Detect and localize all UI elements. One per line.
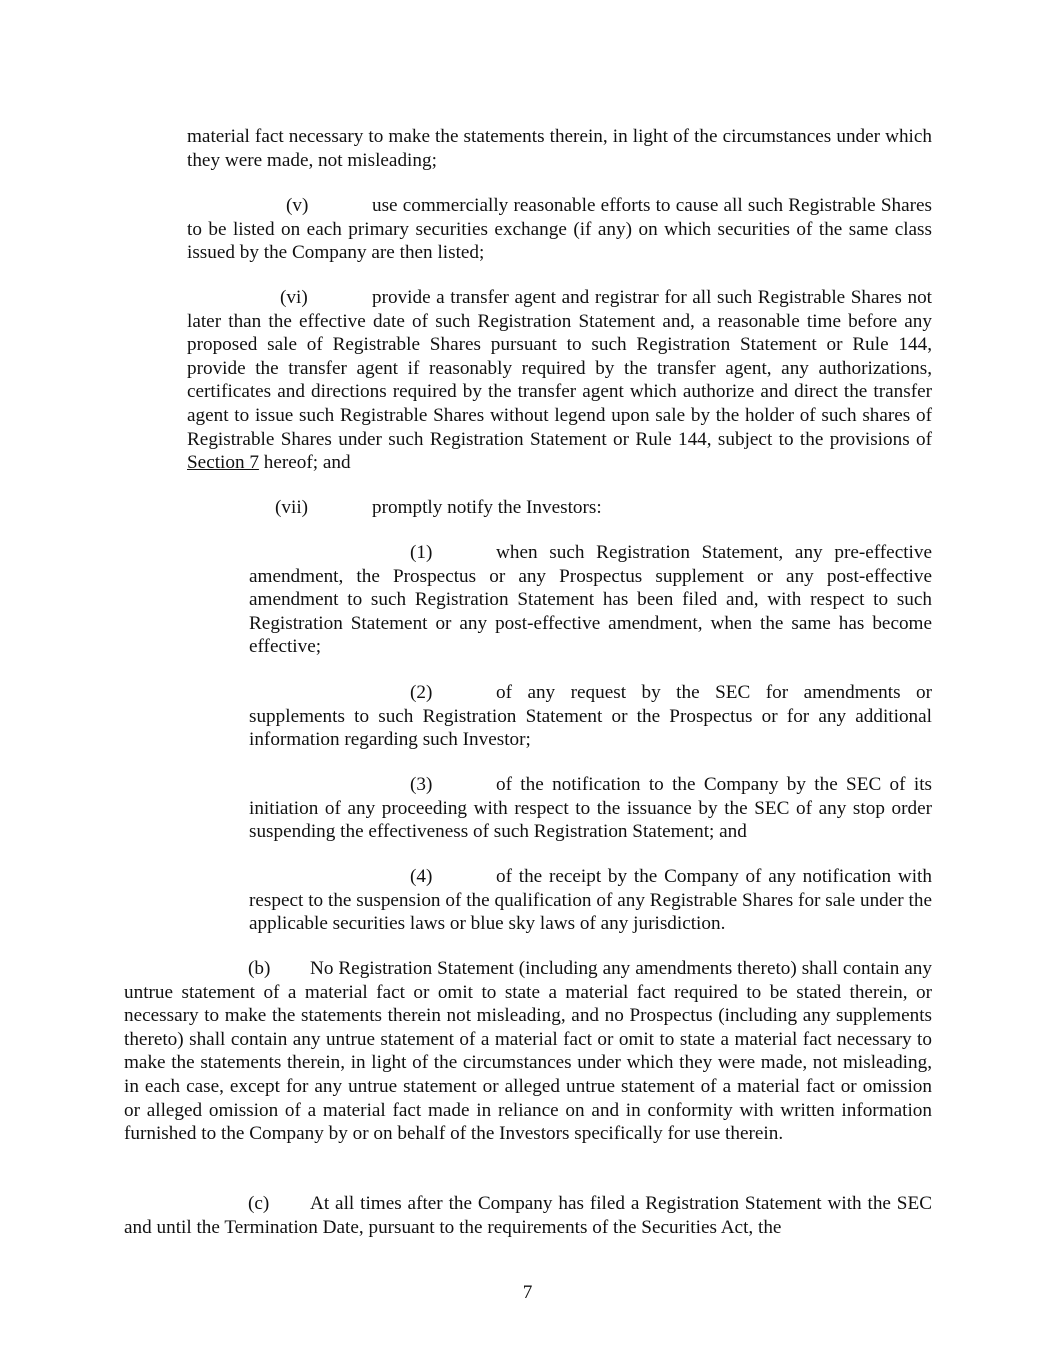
subitem-2	[249, 681, 932, 752]
item-v	[187, 194, 932, 265]
section-text: At all times after the Company has filed a Registration Statement with the SEC and until the Termination Date, pursuant to the requirements of the Securities Act, the	[124, 1193, 932, 1238]
subitem-text: of any request by the SEC for amendments or supplements to such Registration Statement or the Prospectus or for any additional information regarding such Investor;	[249, 682, 932, 751]
subitem-number: (2)	[410, 682, 433, 703]
page-number: 7	[522, 1282, 533, 1303]
item-number: (vi)	[280, 287, 308, 308]
subitem-3	[249, 773, 932, 844]
item-vi	[187, 286, 932, 475]
section-number: (c)	[248, 1193, 270, 1214]
subitem-number: (4)	[410, 866, 433, 887]
subitem-4	[249, 865, 932, 936]
item-text: use commercially reasonable efforts to cause all such Registrable Shares to be listed on each primary securities exchange (if any) on which securities of the same class issued by the Company are then listed;	[187, 195, 932, 264]
item-text-after: hereof; and	[263, 452, 351, 474]
item-vii	[187, 496, 932, 520]
subitem-text: when such Registration Statement, any pre-effective amendment, the Prospectus or any Prospectus supplement or any post-effective amendment to such Registration Statement has been filed and, with respect to such Registration Statement or any post-effective amendment, when the same has become effective;	[249, 542, 932, 658]
subitem-text: of the notification to the Company by the SEC of its initiation of any proceeding with respect to the issuance by the SEC of any stop order suspending the effectiveness of such Registration Statement; and	[249, 774, 932, 843]
item-number: (v)	[286, 195, 309, 216]
item-number: (vii)	[275, 497, 309, 518]
section-7-link[interactable]: Section 7	[187, 452, 259, 474]
subitem-text: of the receipt by the Company of any notification with respect to the suspension of the qualification of any Registrable Shares for sale under the applicable securities laws or blue sky laws of any jurisdiction.	[249, 866, 932, 935]
subitem-number: (3)	[410, 774, 433, 795]
section-b	[124, 957, 932, 1146]
item-text: promptly notify the Investors:	[372, 497, 602, 518]
section-c	[124, 1192, 932, 1239]
subitem-number: (1)	[410, 542, 433, 563]
section-number: (b)	[248, 958, 271, 979]
section-text: No Registration Statement (including any amendments thereto) shall contain any untrue statement of a material fact or omit to state a material fact required to be stated therein, or necessary to make the statements therein not misleading, and no Prospectus (including any supplements thereto) shall contain any untrue statement of a material fact or omit to state a material fact necessary to make the statements therein, in light of the circumstances under which they were made, not misleading, in each case, except for any untrue statement or alleged untrue statement of a material fact or omission or alleged omission of a material fact made in reliance on and in conformity with written information furnished to the Company by or on behalf of the Investors specifically for use therein.	[124, 958, 932, 1145]
continuation-paragraph: material fact necessary to make the statements therein, in light of the circumstances under which they were made, not misleading;	[187, 126, 932, 171]
subitem-1	[249, 541, 932, 659]
item-text: provide a transfer agent and registrar for all such Registrable Shares not later than the effective date of such Registration Statement and, a reasonable time before any proposed sale of Registrable Shares pursuant to such Registration Statement or Rule 144, provide the transfer agent if reasonably required by the transfer agent, any authorizations, certificates and directions required by the transfer agent which authorize and direct the transfer agent to issue such Registrable Shares without legend upon sale by the holder of such shares of Registrable Shares under such Registration Statement or Rule 144, subject to the provisions of	[187, 287, 932, 450]
